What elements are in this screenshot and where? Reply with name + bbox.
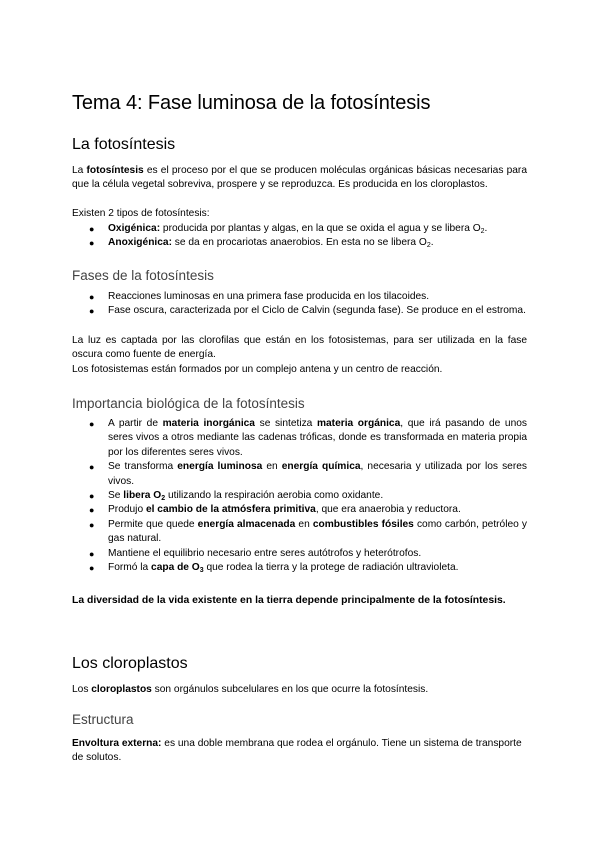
section-heading-estructura: Estructura [72, 712, 134, 727]
item-bold: energía química [281, 461, 361, 473]
item-bold: Oxigénica: [108, 223, 161, 234]
bullet-icon: ● [89, 419, 95, 429]
intro-text-rest: son orgánulos subcelulares en los que ocurre la fotosíntesis. [151, 684, 429, 695]
item-bold: Anoxigénica: [108, 237, 172, 249]
item-text: Permite que quede [108, 518, 198, 530]
item-bold: capa de O [151, 562, 200, 574]
item-text: A partir de [108, 418, 163, 429]
item-text: utilizando la respiración aerobia como oxidante. [165, 490, 384, 502]
bullet-icon: ● [89, 462, 95, 473]
list-item [72, 222, 527, 236]
item-end: . [484, 223, 488, 234]
bullet-icon: ● [89, 505, 95, 516]
item-text: Se [108, 490, 124, 502]
bullet-icon: ● [89, 292, 95, 302]
bullet-icon: ● [89, 548, 95, 559]
item-text: Formó la [108, 562, 152, 574]
list-item [72, 503, 527, 517]
envoltura-externa [72, 737, 527, 766]
list-item [72, 547, 527, 561]
intro-bold: cloroplastos [91, 684, 152, 695]
item-text: se sintetiza [254, 418, 317, 429]
item-subscript: 2 [161, 495, 166, 503]
page-title: Tema 4: Fase luminosa de la fotosíntesis [72, 92, 431, 114]
item-text: se da en procariotas anaerobios. En esta no se libera O [171, 237, 427, 249]
fases-list [72, 290, 527, 319]
item-text: Mantiene el equilibrio necesario entre seres autótrofos y heterótrofos. [108, 547, 422, 559]
item-bold: energía luminosa [177, 461, 263, 473]
fases-paragraph-2: Los fotosistemas están formados por un complejo antena y un centro de reacción. [72, 364, 443, 375]
item-text: Reacciones luminosas en una primera fase producida en los tilacoides. [108, 291, 430, 302]
importancia-list [72, 417, 527, 575]
item-text: como carbón, petróleo y gas natural. [108, 518, 527, 545]
conclusion: La diversidad de la vida existente en la tierra depende principalmente de la fotosíntesis. [72, 595, 506, 606]
list-item [72, 417, 527, 460]
item-subscript: 2 [480, 228, 485, 235]
list-item [72, 460, 527, 489]
fotosintesis-intro [72, 164, 527, 193]
section-heading-fases: Fases de la fotosíntesis [72, 268, 214, 283]
item-text: Fase oscura, caracterizada por el Ciclo de Calvin (segunda fase). Se produce en el estroma. [108, 305, 526, 317]
cloroplastos-intro [72, 683, 527, 697]
item-end: . [430, 237, 434, 249]
item-bold: materia orgánica [316, 418, 401, 429]
list-item [72, 489, 527, 503]
list-item [72, 518, 527, 547]
item-text: producida por plantas y algas, en la que se oxida el agua y se libera O [160, 223, 481, 234]
item-text: en [262, 461, 282, 473]
intro-text: La [72, 165, 87, 176]
list-item [72, 290, 527, 304]
env-text: es una doble membrana que rodea el orgánulo. Tiene un sistema de transporte de solutos. [72, 738, 522, 764]
item-bold: combustibles fósiles [312, 518, 414, 530]
item-bold: materia inorgánica [162, 418, 255, 429]
intro-text: Los [72, 684, 92, 695]
item-text: , que era anaerobia y reductora. [315, 504, 461, 516]
list-item [72, 561, 527, 575]
bullet-icon: ● [89, 491, 95, 502]
item-text: , necesaria y utilizada por los seres vivos. [108, 461, 527, 487]
item-text: Produjo [108, 504, 146, 516]
item-bold: energía almacenada [197, 518, 296, 530]
fases-paragraph-1: La luz es captada por las clorofilas que están en los fotosistemas, para ser utilizada en la fase oscura como fuente de energía. [72, 335, 527, 361]
section-heading-fotosintesis: La fotosíntesis [72, 136, 176, 153]
section-heading-importancia: Importancia biológica de la fotosíntesis [72, 396, 305, 411]
item-bold: el cambio de la atmósfera primitiva [145, 504, 316, 516]
bullet-icon: ● [89, 224, 95, 234]
types-list [72, 222, 527, 251]
item-text: Se transforma [108, 461, 178, 473]
types-intro: Existen 2 tipos de fotosíntesis: [72, 208, 210, 219]
list-item [72, 304, 527, 318]
list-item [72, 236, 527, 250]
bullet-icon: ● [89, 563, 95, 574]
bullet-icon: ● [89, 238, 95, 249]
item-bold: libera O [123, 490, 162, 502]
bullet-icon: ● [89, 519, 95, 530]
bullet-icon: ● [89, 306, 95, 317]
item-text: en [295, 518, 313, 530]
item-subscript: 2 [426, 242, 431, 250]
item-text: , que irá pasando de unos seres vivos a otros mediante las cadenas tróficas, donde es transformada en materia propia por los diferentes seres vivos. [108, 418, 527, 458]
item-subscript: 3 [199, 567, 204, 575]
section-heading-cloroplastos: Los cloroplastos [72, 655, 188, 672]
env-bold: Envoltura externa: [72, 738, 162, 749]
item-text: que rodea la tierra y la protege de radiación ultravioleta. [203, 562, 459, 574]
intro-bold: fotosíntesis [86, 165, 144, 176]
intro-text-rest: es el proceso por el que se producen moléculas orgánicas básicas necesarias para que la célula vegetal sobreviva, prospere y se reproduzca. Es producida en los cloroplastos. [72, 165, 527, 191]
